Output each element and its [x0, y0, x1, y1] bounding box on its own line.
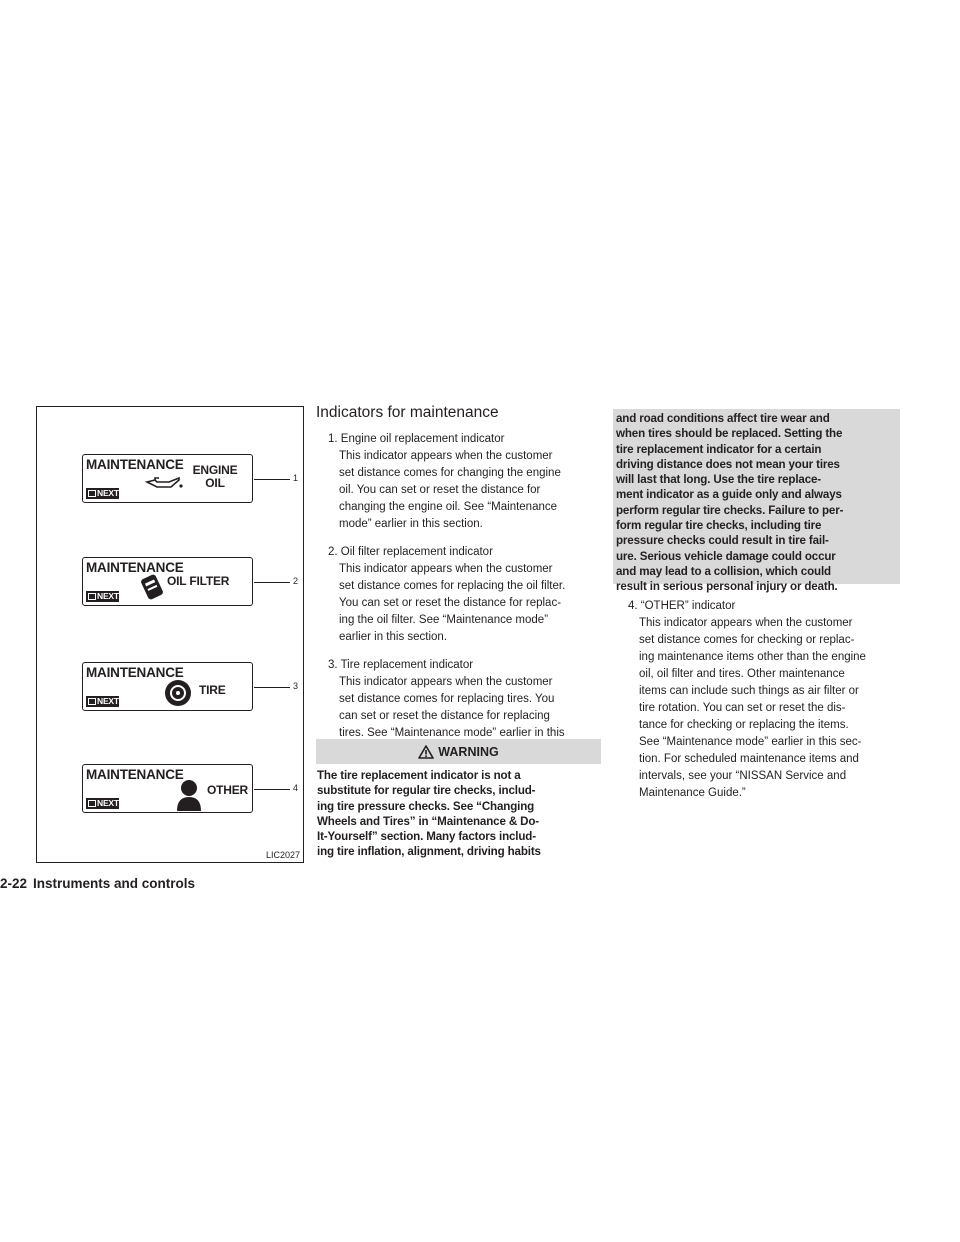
display-label-line-1: TIRE	[199, 683, 226, 697]
item-body: This indicator appears when the customer set distance comes for checking or replac- ing maintenance items other than the engine oil, oil filter and tires. Other maintenance items can include such things as air filter or tire rotation. You can set or reset the dis- tance for checking or replacing the items. See “Maintenance mode” earlier in this sec- tion. For scheduled maintenance items and intervals, see your “NISSAN Service and Maintenance Guide.”	[639, 617, 866, 799]
section-heading: Indicators for maintenance	[316, 404, 499, 421]
item-body: This indicator appears when the customer set distance comes for changing the engine oil. You can set or reset the distance for changing the engine oil. See “Maintenance mode” earlier in this section.	[339, 450, 561, 530]
tire-display	[82, 662, 253, 711]
oil-filter-display	[82, 557, 253, 606]
person-icon	[175, 778, 203, 812]
display-label-line-1: OTHER	[207, 783, 249, 797]
oil-filter-icon	[141, 573, 163, 601]
list-item	[316, 431, 606, 533]
callout-number: 1	[293, 473, 299, 483]
warning-text: The tire replacement indicator is not a substitute for regular tire checks, includ- ing tire pressure checks. See “Changing Wheels and Tires” in “Maintenance & Do- It-Yourself” section. Many factors includ- ing tire inflation, alignment, driving habits	[317, 769, 541, 859]
indicator-list-continued	[616, 598, 906, 802]
warning-text-continued: and road conditions affect tire wear and when tires should be replaced. Setting the tire replacement indicator for a certain driving distance does not mean your tires will last that long. Use the tire replace- ment indicator as a guide only and always perform regular tire checks. Failure to per- form regular tire checks, including tire pressure checks could result in tire fail- ure. Serious vehicle damage could occur and may lead to a collision, which could result in serious personal injury or death.	[613, 409, 900, 584]
item-body: This indicator appears when the customer set distance comes for replacing the oil filter. You can set or reset the distance for replac- ing the oil filter. See “Maintenance mode” earlier in this section.	[339, 563, 566, 643]
display-label-line-1: OIL FILTER	[167, 574, 230, 588]
item-body: This indicator appears when the customer set distance comes for replacing tires. You can set or reset the distance for replacing tires. See “Maintenance mode” earlier in this	[339, 676, 565, 739]
indicator-list	[316, 431, 606, 759]
item-title: 4. “OTHER” indicator	[628, 600, 736, 612]
figure-code: LIC2027	[265, 850, 300, 860]
item-title: 3. Tire replacement indicator	[328, 659, 474, 671]
other-display	[82, 764, 253, 813]
display-label-line-2: OIL	[205, 476, 225, 490]
display-title: MAINTENANCE	[86, 767, 184, 782]
display-title: MAINTENANCE	[86, 560, 184, 575]
item-title: 2. Oil filter replacement indicator	[328, 546, 493, 558]
display-title: MAINTENANCE	[86, 457, 184, 472]
item-title: 1. Engine oil replacement indicator	[328, 433, 505, 445]
warning-title: WARNING	[438, 744, 499, 759]
display-title: MAINTENANCE	[86, 665, 184, 680]
display-label-line-1: ENGINE	[192, 463, 238, 477]
engine-oil-display	[82, 454, 253, 503]
warning-icon	[418, 745, 434, 759]
tire-icon	[163, 678, 193, 708]
callout-number: 2	[293, 576, 299, 586]
page-number: 2-22	[0, 876, 28, 891]
list-item	[316, 544, 606, 646]
page-footer	[0, 876, 195, 891]
next-indicator: NEXT	[86, 591, 119, 602]
callout-number: 4	[293, 783, 299, 793]
warning-header	[316, 739, 601, 764]
list-item	[616, 598, 906, 802]
oil-can-icon	[143, 475, 185, 493]
callout-number: 3	[293, 681, 299, 691]
next-indicator: NEXT	[86, 696, 119, 707]
next-indicator: NEXT	[86, 488, 119, 499]
maintenance-indicators-figure	[36, 406, 304, 863]
next-indicator: NEXT	[86, 798, 119, 809]
section-title: Instruments and controls	[33, 876, 196, 891]
